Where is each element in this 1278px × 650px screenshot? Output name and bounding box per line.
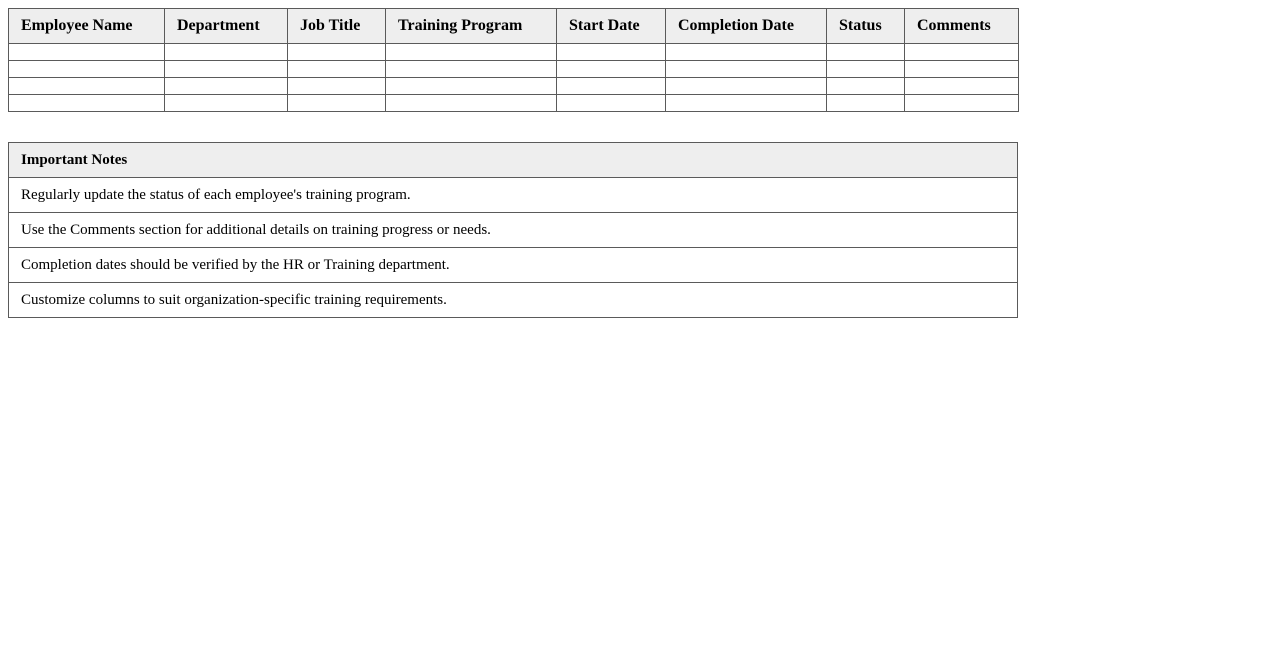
table-cell xyxy=(288,95,386,112)
table-cell xyxy=(9,95,165,112)
table-cell xyxy=(165,95,288,112)
list-item xyxy=(9,283,1018,318)
table-cell xyxy=(557,44,666,61)
header-department: Department xyxy=(165,9,288,44)
table-cell xyxy=(827,61,905,78)
table-cell xyxy=(9,44,165,61)
table-cell xyxy=(165,61,288,78)
table-cell xyxy=(827,44,905,61)
header-status: Status xyxy=(827,9,905,44)
notes-header-row xyxy=(9,143,1018,178)
table-cell xyxy=(666,95,827,112)
table-cell xyxy=(905,61,1019,78)
table-cell xyxy=(165,78,288,95)
table-cell xyxy=(557,95,666,112)
table-cell xyxy=(288,78,386,95)
table-cell xyxy=(288,44,386,61)
note-text: Customize columns to suit organization-specific training requirements. xyxy=(9,283,1018,318)
table-cell xyxy=(386,44,557,61)
important-notes-table xyxy=(8,142,1018,318)
table-cell xyxy=(666,78,827,95)
table-cell xyxy=(386,78,557,95)
list-item xyxy=(9,248,1018,283)
table-cell xyxy=(557,61,666,78)
table-header-row xyxy=(9,9,1019,44)
table-cell xyxy=(827,78,905,95)
table-cell xyxy=(557,78,666,95)
table-cell xyxy=(905,78,1019,95)
list-item xyxy=(9,213,1018,248)
header-employee-name: Employee Name xyxy=(9,9,165,44)
table-cell xyxy=(386,95,557,112)
notes-title: Important Notes xyxy=(9,143,1018,178)
training-tracker-table xyxy=(8,8,1019,112)
table-row xyxy=(9,95,1019,112)
header-training-program: Training Program xyxy=(386,9,557,44)
note-text: Completion dates should be verified by the HR or Training department. xyxy=(9,248,1018,283)
header-start-date: Start Date xyxy=(557,9,666,44)
table-cell xyxy=(905,95,1019,112)
table-row xyxy=(9,78,1019,95)
table-cell xyxy=(165,44,288,61)
table-row xyxy=(9,44,1019,61)
note-text: Regularly update the status of each employee's training program. xyxy=(9,178,1018,213)
table-cell xyxy=(9,61,165,78)
table-cell xyxy=(666,61,827,78)
table-cell xyxy=(288,61,386,78)
header-job-title: Job Title xyxy=(288,9,386,44)
table-cell xyxy=(905,44,1019,61)
note-text: Use the Comments section for additional details on training progress or needs. xyxy=(9,213,1018,248)
table-cell xyxy=(666,44,827,61)
header-completion-date: Completion Date xyxy=(666,9,827,44)
table-cell xyxy=(386,61,557,78)
list-item xyxy=(9,178,1018,213)
table-row xyxy=(9,61,1019,78)
table-cell xyxy=(9,78,165,95)
table-cell xyxy=(827,95,905,112)
header-comments: Comments xyxy=(905,9,1019,44)
